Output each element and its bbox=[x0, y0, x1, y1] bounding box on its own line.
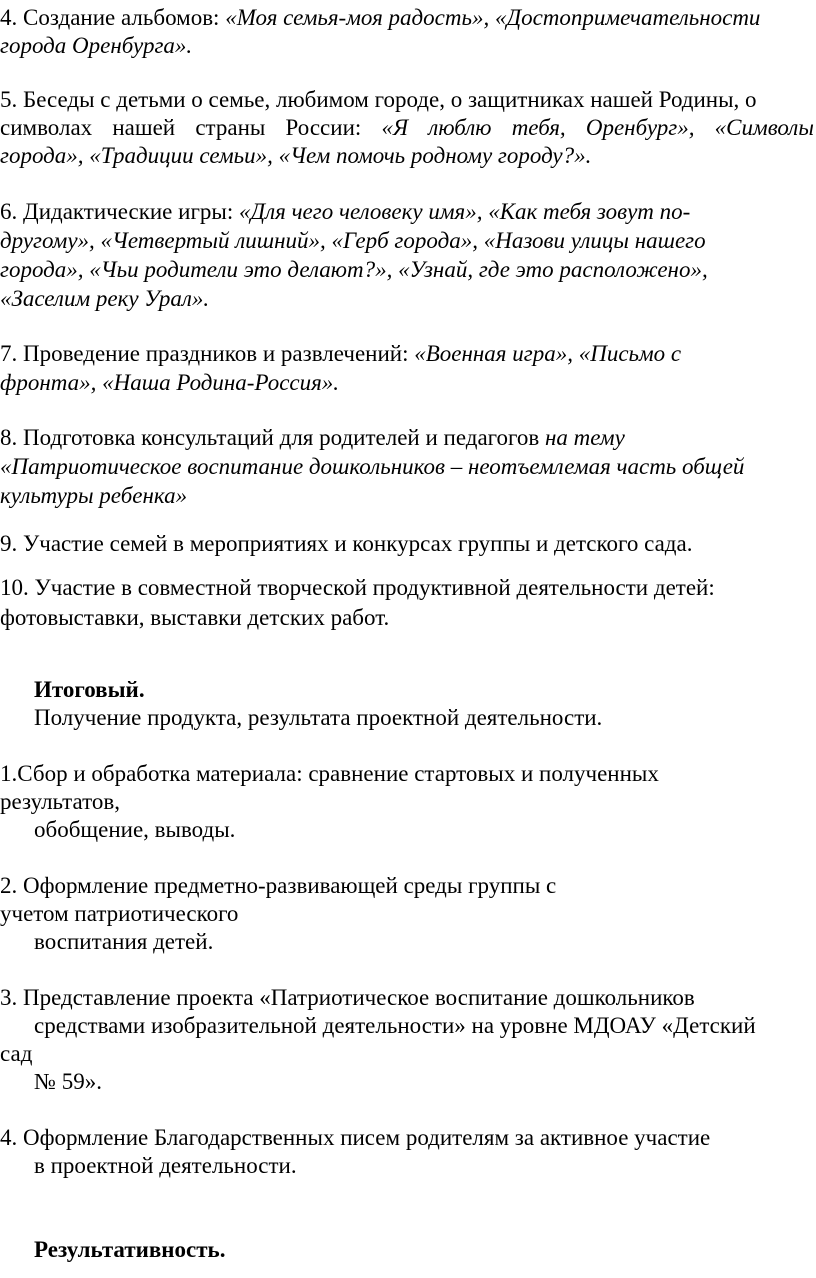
results-heading: Результативность. bbox=[34, 1237, 226, 1262]
item-5-line-2 bbox=[0, 114, 814, 142]
item-10-line-1: 10. Участие в совместной творческой продуктивной деятельности детей: bbox=[0, 575, 715, 600]
item-7-line-2: фронта», «Наша Родина-Россия». bbox=[0, 370, 340, 395]
item-10-line-2: фотовыставки, выставки детских работ. bbox=[0, 605, 390, 630]
item-5-line-3: города», «Традиции семьи», «Чем помочь родному городу?». bbox=[0, 143, 592, 168]
item-4-line-1 bbox=[0, 4, 760, 32]
item-8-line-3: культуры ребенка» bbox=[0, 483, 188, 508]
final-item-2-line-1: 2. Оформление предметно-развивающей среды группы с bbox=[0, 873, 557, 898]
item-6-line-2: другому», «Четвертый лишний», «Герб города», «Назови улицы нашего bbox=[0, 228, 706, 253]
item-6-line-3: города», «Чьи родители это делают?», «Узнай, где это расположено», bbox=[0, 257, 708, 282]
final-item-2-line-3: воспитания детей. bbox=[34, 929, 214, 954]
item-6-line-1 bbox=[0, 198, 690, 226]
item-5-word: «Я bbox=[381, 115, 409, 140]
item-5-line-1: 5. Беседы с детьми о семье, любимом городе, о защитниках нашей Родины, о bbox=[0, 87, 757, 112]
item-5-word: России: bbox=[285, 115, 362, 140]
final-item-2-line-2: учетом патриотического bbox=[0, 901, 239, 926]
item-5-word: «Символы bbox=[714, 115, 814, 140]
final-item-1-line-3: обобщение, выводы. bbox=[34, 817, 236, 842]
final-item-3-line-4: № 59». bbox=[34, 1069, 102, 1094]
item-8-lead: 8. Подготовка консультаций для родителей и педагогов bbox=[0, 425, 545, 450]
item-5-word: Оренбург», bbox=[585, 115, 695, 140]
item-8-italic-1: на тему bbox=[545, 425, 625, 450]
item-5-word: тебя, bbox=[511, 115, 566, 140]
item-6-italic-1: «Для чего человеку имя», «Как тебя зовут по- bbox=[238, 199, 691, 224]
final-heading: Итоговый. bbox=[34, 677, 145, 702]
item-4-italic-1: «Моя семья-моя радость», «Достопримечательности bbox=[225, 5, 761, 30]
item-7-lead: 7. Проведение праздников и развлечений: bbox=[0, 341, 415, 366]
final-item-3-line-3: сад bbox=[0, 1041, 33, 1066]
final-item-3-line-1: 3. Представление проекта «Патриотическое воспитание дошкольников bbox=[0, 985, 695, 1010]
item-6-line-4: «Заселим реку Урал». bbox=[0, 286, 210, 311]
final-item-1-line-1: 1.Сбор и обработка материала: сравнение стартовых и полученных bbox=[0, 761, 659, 786]
item-8-line-1 bbox=[0, 424, 625, 452]
item-5-word: люблю bbox=[428, 115, 492, 140]
item-4-lead: 4. Создание альбомов: bbox=[0, 5, 226, 30]
final-intro: Получение продукта, результата проектной деятельности. bbox=[34, 705, 603, 730]
final-item-3-line-2: средствами изобразительной деятельности» на уровне МДОАУ «Детский bbox=[34, 1013, 756, 1038]
item-5-word: страны bbox=[195, 115, 266, 140]
item-8-line-2: «Патриотическое воспитание дошкольников – неотъемлемая часть общей bbox=[0, 454, 745, 479]
item-9: 9. Участие семей в мероприятиях и конкурсах группы и детского сада. bbox=[0, 531, 693, 556]
item-5-word: символах bbox=[0, 115, 93, 140]
item-5-word: нашей bbox=[112, 115, 176, 140]
item-4-line-2: города Оренбурга». bbox=[0, 33, 193, 58]
item-7-line-1 bbox=[0, 340, 681, 368]
final-item-4-line-2: в проектной деятельности. bbox=[34, 1153, 297, 1178]
item-7-italic-1: «Военная игра», «Письмо с bbox=[414, 341, 682, 366]
item-6-lead: 6. Дидактические игры: bbox=[0, 199, 239, 224]
final-item-4-line-1: 4. Оформление Благодарственных писем родителям за активное участие bbox=[0, 1125, 711, 1150]
final-item-1-line-2: результатов, bbox=[0, 789, 120, 814]
